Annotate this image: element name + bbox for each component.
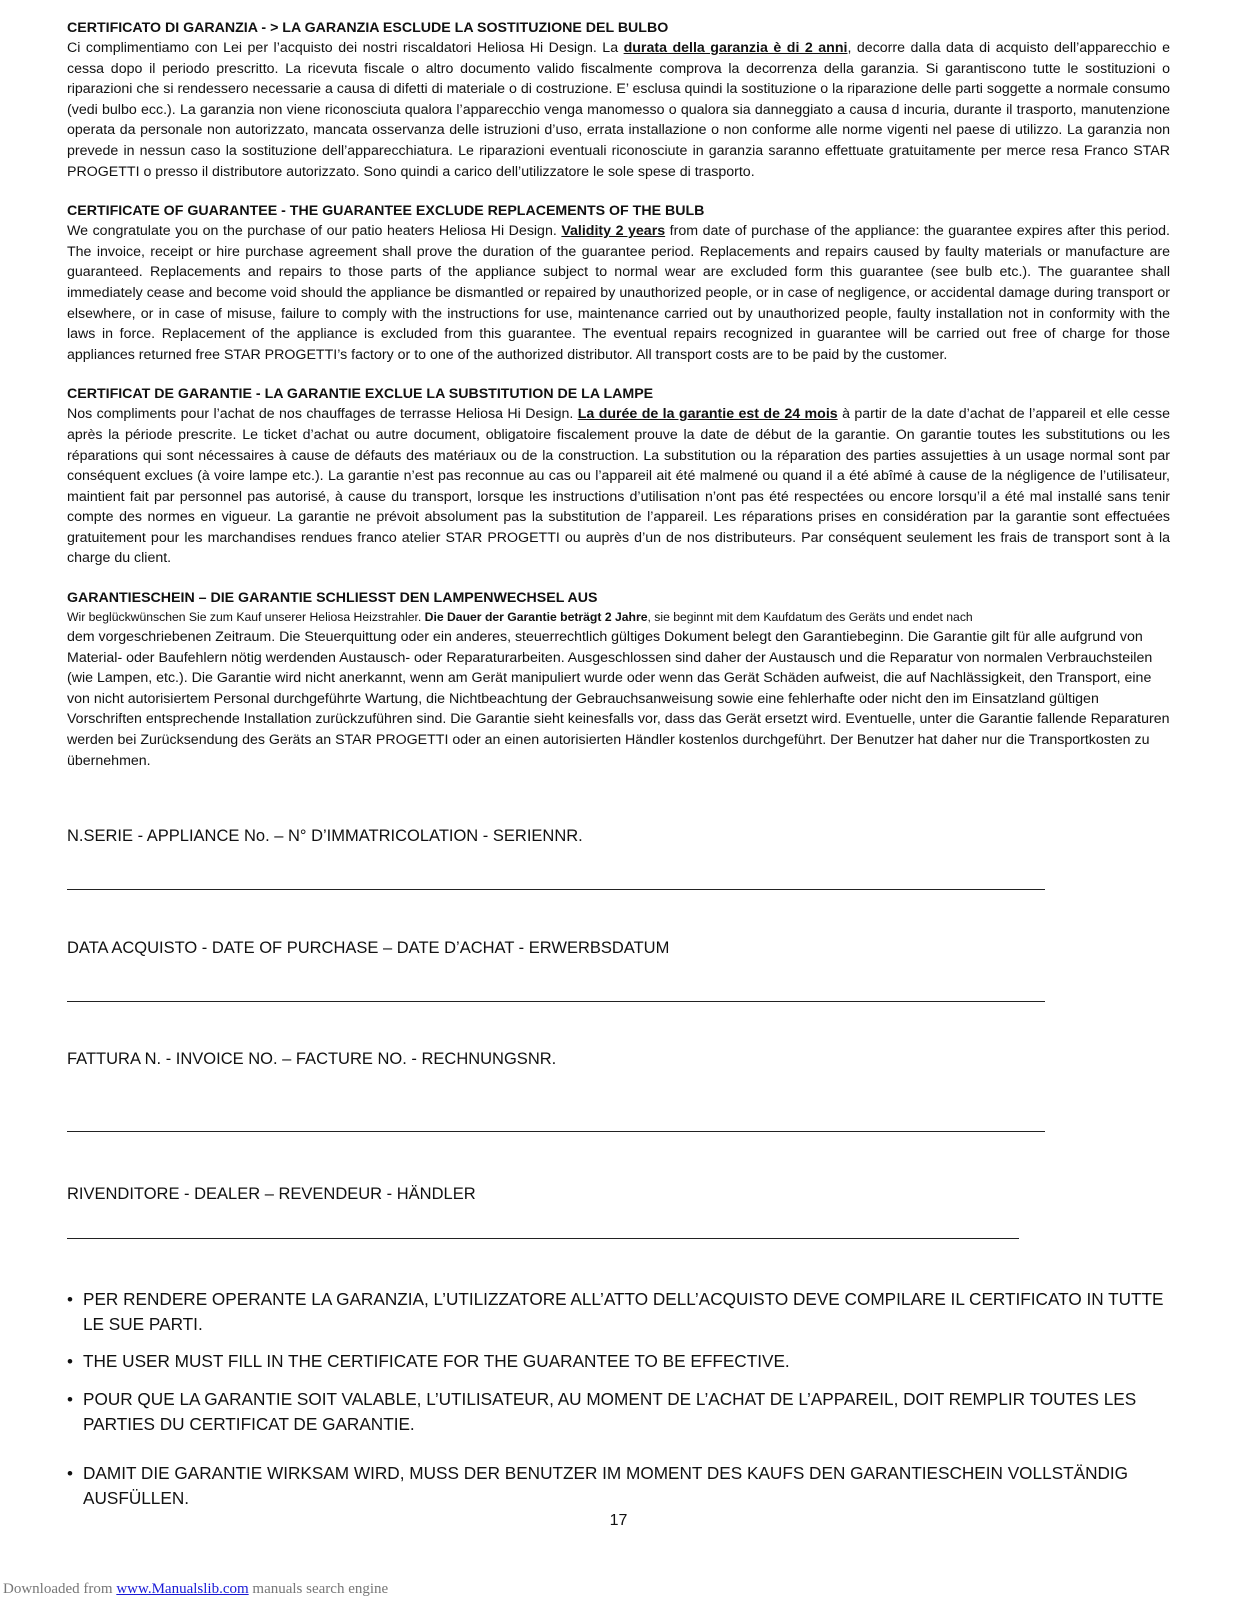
italian-text-2: , decorre dalla data di acquisto dell’apparecchio e cessa dopo il periodo prescritto. La ricevuta fiscale o altro documento valido fiscalmente comprova la decorrenza della garanzia. Si garantiscono tutte le sostituzioni o riparazioni che si rendessero necessarie a causa di difetti di materiale o di costruzione. E’ esclusa quindi la sostituzione o la riparazione delle parti soggette a normale consumo (vedi bulbo ecc.). La garanzia non viene riconosciuta qualora l’apparecchio venga manomesso o qualora sia danneggiato a causa d incuria, durante il trasporto, manutenzione operata da personale non autorizzato, mancata osservanza delle istruzioni d’uso, errata installazione o non conforme alle norme vigenti nel paese di utilizzo. La garanzia non prevede in nessun caso la sostituzione dell’apparecchiatura. Le riparazioni eventuali riconosciute in garanzia saranno effettuate gratuitamente per merce resa Franco STAR PROGETTI o presso il distributore autorizzato. Sono quindi a carico dell’utilizzatore le sole spese di trasporto. (67, 40, 1170, 180)
english-section (67, 201, 1170, 365)
dealer-label: RIVENDITORE - DEALER – REVENDEUR - HÄNDLER (67, 1185, 476, 1203)
manualslib-link[interactable]: www.Manualslib.com (116, 1581, 249, 1597)
note-french-text: POUR QUE LA GARANTIE SOIT VALABLE, L’UTILISATEUR, AU MOMENT DE L’ACHAT DE L’APPAREIL, DOIT REMPLIR TOUTES LES PARTIES DU CERTIFICAT DE GARANTIE. (83, 1389, 1137, 1434)
french-text-1: Nos compliments pour l’achat de nos chauffages de terrasse Heliosa Hi Design. (67, 406, 578, 423)
french-emphasis: La durée de la garantie est de 24 mois (577, 406, 838, 423)
note-german-text: DAMIT DIE GARANTIE WIRKSAM WIRD, MUSS DER BENUTZER IM MOMENT DES KAUFS DEN GARANTIESCHEIN VOLLSTÄNDIG AUSFÜLLEN. (83, 1463, 1129, 1508)
invoice-number-line[interactable] (67, 1131, 1045, 1132)
french-text-2: à partir de la date d’achat de l’appareil et elle cesse après la période prescrite. Le ticket d’achat ou autre document, obligatoire fiscalement prouve la date de début de la garantie. On garantie toutes les substitutions ou les réparations qui sont nécessaires à cause de défauts des matériaux ou de la construction. La substitution ou la réparation des parties assujetties à un usage normal sont par conséquent exclues (à voire lampe etc.). La garantie n’est pas reconnue au cas ou l’appareil ait été malmené ou quand il a été abîmé à cause de la négligence de l’utilisateur, maintient fait par personnel pas autorisé, à cause du transport, lorsque les instructions d’utilisation n’ont pas été respectées ou encore lorsqu’il a été mal installé sans tenir compte des normes en vigueur. La garantie ne prévoit absolument pas la substitution de l’appareil. Les réparations prises en considération par la garantie sont effectuées gratuitement pour les marchandises rendues franco atelier STAR PROGETTI ou auprès d’un de nos distributeurs. Par conséquent seulement les frais de transport sont à la charge du client. (67, 406, 1171, 567)
purchase-date-line[interactable] (67, 1001, 1045, 1002)
french-heading: CERTIFICAT DE GARANTIE - LA GARANTIE EXCLUE LA SUBSTITUTION DE LA LAMPE (67, 386, 654, 403)
dealer-line[interactable] (67, 1238, 1019, 1239)
note-german (67, 1461, 1177, 1511)
note-italian-text: PER RENDERE OPERANTE LA GARANZIA, L’UTILIZZATORE ALL’ATTO DELL’ACQUISTO DEVE COMPILARE IL CERTIFICATO IN TUTTE LE SUE PARTI. (83, 1289, 1164, 1334)
english-paragraph (67, 221, 1170, 365)
bullet-icon: • (67, 1464, 73, 1483)
german-emphasis: Die Dauer der Garantie beträgt 2 Jahre (424, 610, 648, 625)
footer-prefix: Downloaded from (3, 1581, 117, 1597)
footer-suffix: manuals search engine (248, 1581, 389, 1597)
german-heading: GARANTIESCHEIN – DIE GARANTIE SCHLIESST DEN LAMPENWECHSEL AUS (67, 590, 598, 607)
french-section (67, 384, 1170, 569)
german-first-line (67, 608, 1170, 627)
note-french (67, 1387, 1177, 1437)
bullet-icon: • (67, 1352, 73, 1371)
english-text-1: We congratulate you on the purchase of our patio heaters Heliosa Hi Design. (67, 223, 562, 240)
italian-text-1: Ci complimentiamo con Lei per l’acquisto dei nostri riscaldatori Heliosa Hi Design. La (67, 40, 624, 56)
english-emphasis: Validity 2 years (561, 223, 666, 240)
bullet-icon: • (67, 1290, 73, 1309)
german-text-2: , sie beginnt mit dem Kaufdatum des Geräts und endet nach (647, 610, 973, 625)
serial-number-label: N.SERIE - APPLIANCE No. – N° D’IMMATRICOLATION - SERIENNR. (67, 827, 583, 845)
german-text-1: Wir beglückwünschen Sie zum Kauf unserer Heliosa Heizstrahler. (67, 610, 425, 625)
note-english-text: THE USER MUST FILL IN THE CERTIFICATE FOR THE GUARANTEE TO BE EFFECTIVE. (83, 1351, 790, 1371)
purchase-date-label: DATA ACQUISTO - DATE OF PURCHASE – DATE D’ACHAT - ERWERBSDATUM (67, 939, 670, 957)
note-english (67, 1349, 1177, 1374)
italian-paragraph (67, 38, 1170, 182)
note-italian (67, 1287, 1177, 1337)
download-footer (3, 1581, 388, 1598)
italian-section (67, 18, 1170, 182)
serial-number-line[interactable] (67, 889, 1045, 890)
english-text-2: from date of purchase of the appliance: the guarantee expires after this period. The invoice, receipt or hire purchase agreement shall prove the duration of the guarantee period. Replacements and repairs caused by faulty materials or manufacture are guaranteed. Replacements and repairs to those parts of the appliance subject to normal wear are excluded form this guarantee (see bulb etc.). The guarantee shall immediately cease and become void should the appliance be dismantled or repaired by unauthorized people, or in case of negligence, or accidental damage during transport or elsewhere, or in case of misuse, failure to comply with the instructions for use, maintenance carried out by unauthorized people, faulty installation not in conformity with the laws in force. Replacement of the appliance is excluded from this guarantee. The eventual repairs recognized in guarantee will be carried out free of charge for those appliances returned free STAR PROGETTI’s factory or to one of the authorized distributor. All transport costs are to be paid by the customer. (67, 223, 1170, 363)
italian-emphasis: durata della garanzia è di 2 anni (623, 40, 848, 56)
english-heading: CERTIFICATE OF GUARANTEE - THE GUARANTEE EXCLUDE REPLACEMENTS OF THE BULB (67, 203, 705, 220)
german-section (67, 588, 1170, 771)
warranty-text-block (67, 18, 1170, 790)
german-paragraph: dem vorgeschriebenen Zeitraum. Die Steuerquittung oder ein anderes, steuerrechtlich gültiges Dokument belegt den Garantiebeginn. Die Garantie gilt für alle aufgrund von Material- oder Baufehlern nötig werdenden Austausch- oder Reparaturarbeiten. Ausgeschlossen sind daher der Austausch und die Reparatur von normalen Verbrauchsteilen (wie Lampen, etc.). Die Garantie wird nicht anerkannt, wenn am Gerät manipuliert wurde oder wenn das Gerät Schäden aufweist, die auf Nachlässigkeit, den Transport, eine von nicht autorisiertem Personal durchgeführte Wartung, die Nichtbeachtung der Gebrauchsanweisung sowie eine fehlerhafte oder nicht den im Einsatzland gültigen Vorschriften entsprechende Installation zurückzuführen sind. Die Garantie sieht keinesfalls vor, dass das Gerät ersetzt wird. Eventuelle, unter die Garantie fallende Reparaturen werden bei Zurücksendung des Geräts an STAR PROGETTI oder an einen autorisierten Händler kostenlos durchgeführt. Der Benutzer hat daher nur die Transportkosten zu übernehmen. (67, 629, 1170, 769)
french-paragraph (67, 404, 1170, 569)
italian-heading: CERTIFICATO DI GARANZIA - > LA GARANZIA ESCLUDE LA SOSTITUZIONE DEL BULBO (67, 20, 669, 36)
bullet-icon: • (67, 1390, 73, 1409)
invoice-number-label: FATTURA N. - INVOICE NO. – FACTURE NO. - RECHNUNGSNR. (67, 1050, 557, 1068)
page-number: 17 (609, 1512, 628, 1529)
